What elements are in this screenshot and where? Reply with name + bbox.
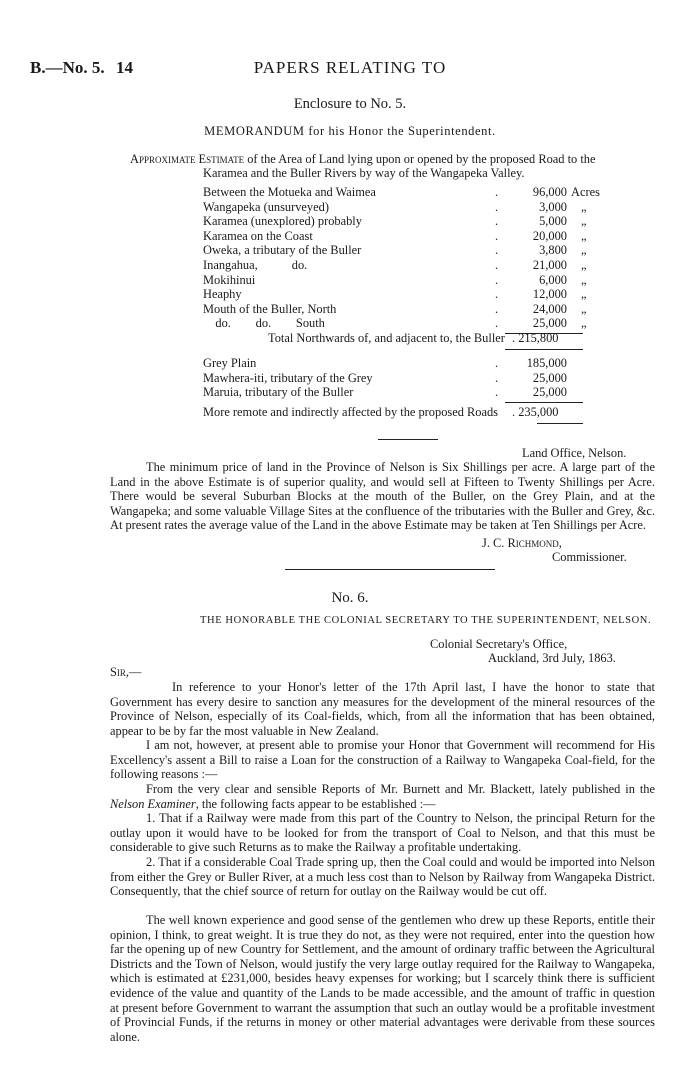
letter-paragraph-3 [110, 782, 655, 811]
total-northwards-label: Total Northwards of, and adjacent to, the Buller [268, 331, 505, 345]
letter-paragraph-6-text: The well known experience and good sense of the gentlemen who drew up these Reports, entitle their opinion, I think, to great weight. It is true they do not, as they were not required, enter into the question how far the opening up of new Country for Settlement, and the amount of ordinary traffic between the Agricultural Districts and the Town of Nelson, would justify the very large outlay required for the Railway to Wangapeka, which is estimated at £231,000, besides heavy expenses for working; but I scarcely think there is sufficient evidence of the value and quantity of the Lands to be made accessible, and the amount of traffic in question at present before Government to warrant the assumption that such an outlay would be a profitable investment of Provincial Funds, if the returns in money or other material advantages were derivable from these sources alone. [110, 913, 655, 1044]
grey-label: Grey Plain [203, 356, 257, 370]
estimate-value: 6,000 [539, 272, 567, 287]
grey-row [203, 356, 583, 370]
estimate-row [203, 243, 587, 258]
grey-value: 25,000 [532, 385, 567, 400]
estimate-value: 12,000 [532, 287, 567, 302]
newspaper-name: Nelson Examiner [110, 796, 196, 811]
total-rule-4 [537, 423, 583, 424]
letter-paragraph-1-text: In reference to your Honor's letter of the 17th April last, I have the honor to state that Government has every desire to sanction any measures for the development of the mineral resources of the Province of Nelson, especially of its Coal-fields, which, from all the information that has been obtained, appear to be by far the most valuable in New Zealand. [110, 680, 655, 738]
estimate-row [203, 258, 587, 272]
letter-number: No. 6. [331, 590, 369, 606]
estimate-intro-line2: Karamea and the Buller Rivers by way of the Wangapeka Valley. [203, 166, 525, 180]
estimate-leader-dot: . [495, 199, 499, 214]
page-number: 14 [116, 58, 133, 77]
estimate-leader-dot: . [495, 228, 499, 243]
letter-paragraph-1 [110, 680, 655, 738]
letter-paragraph-5-text: 2. That if a considerable Coal Trade spring up, then the Coal could and would be imported into Nelson from either the Grey or Buller River, at a much less cost than to Nelson by Railway from Wangapeka District. Consequently, that the chief source of return for outlay on the Railway would be cut off. [110, 855, 655, 899]
grey-leader-dot: . [495, 370, 499, 385]
estimate-label: Wangapeka (unsurveyed) [203, 199, 329, 214]
estimate-unit: „ [581, 316, 587, 331]
estimate-label: Oweka, a tributary of the Buller [203, 243, 362, 258]
estimate-value: 20,000 [532, 228, 567, 243]
grey-row [203, 385, 583, 399]
letter-paragraph-3-text-b: , the following facts appear to be established :— [195, 796, 436, 811]
memo-heading: MEMORANDUM for his Honor the Superintendent. [204, 124, 496, 138]
estimate-leader-dot: . [495, 185, 499, 199]
letter-paragraph-5 [110, 855, 655, 899]
remote-total-number: 235,000 [518, 405, 559, 419]
total-northwards-value: . 215,800 [512, 331, 559, 345]
estimate-value: 96,000 [532, 185, 567, 199]
estimate-row [203, 185, 600, 199]
letter-heading: THE HONORABLE THE COLONIAL SECRETARY TO THE SUPERINTENDENT, NELSON. [200, 615, 652, 626]
estimate-row [203, 287, 587, 302]
estimate-unit: „ [581, 243, 587, 258]
remote-total-value: . 235,000 [512, 405, 559, 419]
grey-leader-dot: . [495, 385, 499, 400]
letter-address-1: Colonial Secretary's Office, [430, 637, 568, 651]
enclosure-paragraph [110, 460, 655, 533]
estimate-row [203, 272, 587, 287]
estimate-unit: „ [581, 272, 587, 287]
estimate-leader-dot: . [495, 316, 499, 331]
series-number: B.—No. 5. [30, 58, 105, 77]
estimate-unit: Acres [571, 185, 600, 199]
enclosure-paragraph-text: The minimum price of land in the Province of Nelson is Six Shillings per acre. A large part of the Land in the above Estimate is of superior quality, and would sell at Fifteen to Twenty Shillings per Acre. There would be several Suburban Blocks at the mouth of the Buller, on the Grey Plain, and at the Wangapeka; and some valuable Village Sites at the confluence of the tributaries with the Buller and Grey, &c. At present rates the average value of the Land in the above Estimate may be taken at Ten Shillings per Acre. [110, 460, 655, 533]
letter-address-2: Auckland, 3rd July, 1863. [488, 651, 616, 665]
estimate-value: 3,000 [539, 199, 567, 214]
grey-value: 25,000 [532, 370, 567, 385]
grey-leader-dot: . [495, 356, 499, 370]
total-rule-3 [505, 402, 583, 403]
estimate-label: do. do. South [203, 316, 325, 331]
estimate-label: Mouth of the Buller, North [203, 301, 337, 316]
enclosure-title: Enclosure to No. 5. [293, 96, 407, 112]
estimate-unit: „ [581, 228, 587, 243]
estimate-row [203, 214, 587, 229]
total-northwards-number: 215,800 [518, 331, 559, 345]
estimate-label: Between the Motueka and Waimea [203, 185, 376, 199]
estimate-unit: „ [581, 214, 587, 229]
estimate-value: 5,000 [539, 214, 567, 229]
estimate-leader-dot: . [495, 301, 499, 316]
letter-paragraph-6 [110, 913, 655, 1044]
estimate-row [203, 316, 587, 331]
estimate-row [203, 199, 587, 214]
total-rule-2 [505, 349, 583, 350]
signature-title: Commissioner. [552, 550, 627, 564]
estimate-value: 24,000 [532, 301, 567, 316]
estimate-leader-dot: . [495, 243, 499, 258]
page-title: PAPERS RELATING TO [253, 58, 447, 77]
letter-paragraph-4 [110, 811, 655, 855]
letter-paragraph-2-text: I am not, however, at present able to promise your Honor that Government will recommend for His Excellency's assent a Bill to raise a Loan for the construction of a Railway to Wangapeka Coal-field, for the following reasons :— [110, 738, 655, 782]
estimate-label: Inangahua, do. [203, 258, 308, 272]
estimate-unit: „ [581, 301, 587, 316]
estimate-label: Mokihinui [203, 272, 256, 287]
letter-salutation: Sir,— [110, 665, 142, 679]
estimate-intro [130, 152, 595, 167]
grey-row [203, 371, 583, 385]
letter-paragraph-4-text: 1. That if a Railway were made from this part of the Country to Nelson, the principal Return for the outlay upon it would have to be looked for from the transport of Coal to Nelson, and that this must be considerable to give such Returns as to make the Railway a profitable undertaking. [110, 811, 655, 855]
estimate-row [203, 228, 587, 243]
estimate-value: 25,000 [532, 316, 567, 331]
estimate-value: 21,000 [532, 258, 567, 272]
estimate-label: Heaphy [203, 287, 242, 302]
estimate-unit: „ [581, 199, 587, 214]
land-office-place: Land Office, Nelson. [522, 446, 627, 460]
signature-name: J. C. Richmond, [482, 536, 562, 550]
divider-short [378, 439, 438, 440]
letter-paragraph-2 [110, 738, 655, 782]
grey-value: 185,000 [526, 356, 567, 370]
estimate-unit: „ [581, 258, 587, 272]
grey-label: Maruia, tributary of the Buller [203, 385, 354, 400]
estimate-value: 3,800 [539, 243, 567, 258]
estimate-lead: Approximate Estimate [130, 152, 245, 166]
estimate-row [203, 301, 587, 316]
estimate-leader-dot: . [495, 258, 499, 272]
grey-label: Mawhera-iti, tributary of the Grey [203, 370, 373, 385]
estimate-leader-dot: . [495, 287, 499, 302]
signature [482, 536, 562, 551]
divider-long [285, 569, 495, 570]
estimate-leader-dot: . [495, 272, 499, 287]
letter-paragraph-3-text-a: From the very clear and sensible Reports of Mr. Burnett and Mr. Blackett, lately published in the [146, 782, 655, 796]
estimate-unit: „ [581, 287, 587, 302]
estimate-intro-text: of the Area of Land lying upon or opened by the proposed Road to the [247, 152, 596, 166]
estimate-leader-dot: . [495, 214, 499, 229]
remote-total-label: More remote and indirectly affected by the proposed Roads [203, 405, 498, 419]
estimate-label: Karamea on the Coast [203, 228, 313, 243]
estimate-label: Karamea (unexplored) probably [203, 214, 362, 229]
